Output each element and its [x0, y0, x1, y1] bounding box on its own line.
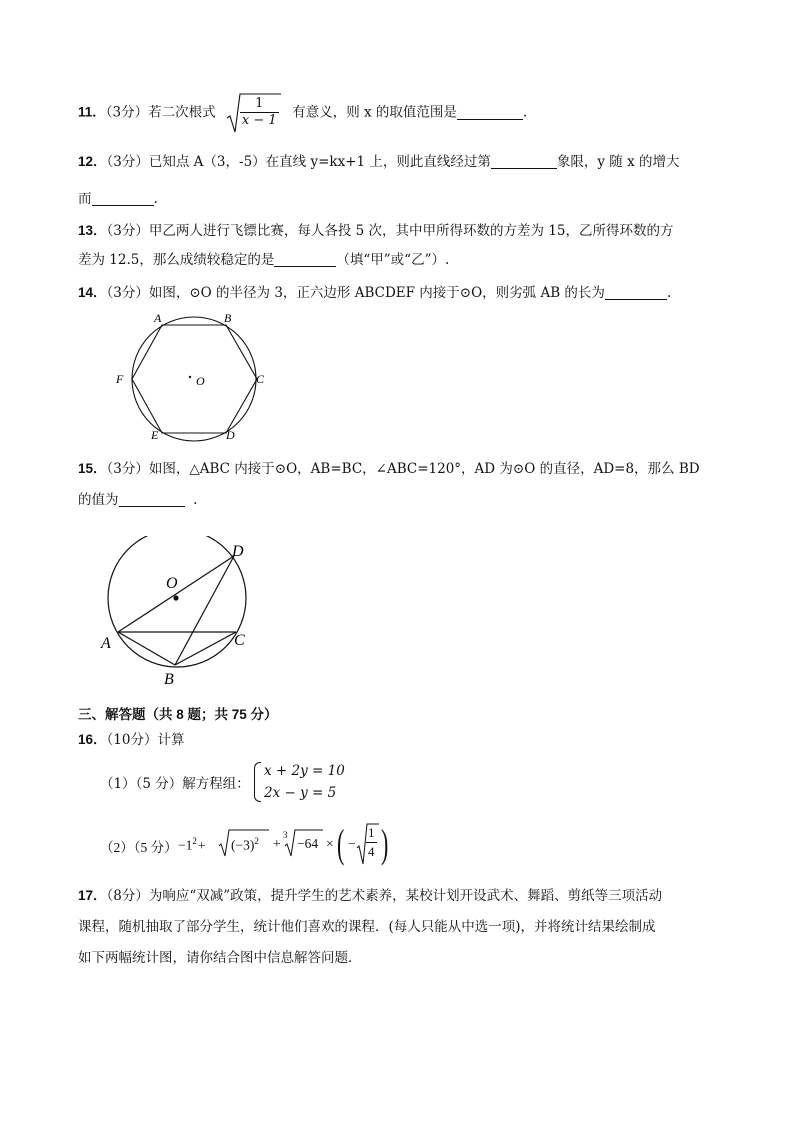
- question-number: 17．: [78, 888, 107, 903]
- question-text: 计算: [157, 732, 185, 748]
- label-a: A: [101, 635, 111, 652]
- question-number: 11．: [78, 104, 106, 120]
- question-text: 而: [78, 191, 92, 207]
- minus-sign: −: [348, 836, 356, 851]
- question-16-part1: [100, 760, 345, 804]
- label-d: D: [232, 543, 244, 560]
- question-text: 象限，y 随 x 的增大: [556, 154, 680, 170]
- punctuation: .: [522, 104, 528, 121]
- fraction-numerator: 1: [366, 824, 377, 843]
- question-score: （8分）: [106, 888, 149, 904]
- answer-blank[interactable]: [457, 105, 523, 120]
- times-sign: ×: [326, 836, 334, 851]
- question-text: 甲乙两人进行飞镖比赛，每人各投 5 次，其中甲所得环数的方差为 15，乙所得环数的方: [148, 223, 674, 239]
- label-o: O: [196, 374, 205, 388]
- question-text: （填“甲”或“乙”）.: [336, 252, 450, 268]
- question-score: （3分）: [106, 223, 149, 239]
- answer-blank[interactable]: [119, 492, 185, 507]
- label-b: B: [224, 311, 232, 325]
- punctuation: .: [153, 191, 158, 207]
- question-13: [78, 219, 674, 239]
- radicand-2: −64: [297, 836, 319, 851]
- exponent: 2: [254, 836, 259, 846]
- question-number: 14．: [78, 285, 107, 300]
- label-f: F: [116, 372, 124, 386]
- question-11: [78, 92, 527, 134]
- equation-2: 2x − y = 5: [264, 785, 337, 801]
- plus-sign: +: [197, 837, 206, 853]
- label-o: O: [166, 575, 178, 592]
- question-text: 课程，随机抽取了部分学生，统计他们喜欢的课程．(每人只能从中选一项)，并将统计结果绘制成: [78, 919, 656, 935]
- question-text: 如下两幅统计图，请你结合图中信息解答问题．: [78, 950, 362, 966]
- label-c: C: [256, 372, 265, 386]
- equation-system: [254, 760, 345, 804]
- part-label: （2）（5 分）: [100, 840, 178, 855]
- question-13-line2: [78, 248, 449, 268]
- circle-o: [108, 536, 246, 667]
- question-12: [78, 150, 680, 170]
- circle-o: [132, 317, 256, 441]
- question-score: （3分）: [106, 461, 149, 477]
- question-text: 若二次根式: [148, 104, 216, 121]
- label-e: E: [151, 428, 159, 442]
- question-text: 如图，△ABC 内接于⊙O，AB=BC，∠ABC=120°，AD 为⊙O 的直径，AD=8，那么 BD: [148, 461, 700, 477]
- question-15: [78, 457, 700, 477]
- fraction-one-quarter: [366, 824, 377, 861]
- question-15-line2: [78, 488, 197, 508]
- equation-1: x + 2y = 10: [264, 763, 345, 779]
- term-neg-one: −1: [178, 837, 193, 853]
- section-title: 三、解答题（共 8 题；共 75 分）: [78, 707, 278, 722]
- question-score: （3分）: [106, 285, 149, 301]
- question-17-line2: [78, 915, 656, 935]
- center-point: [173, 595, 178, 600]
- regular-hexagon: [132, 325, 257, 433]
- question-text: 为响应“双减”政策，提升学生的艺术素养，某校计划开设武术、舞蹈、剪纸等三项活动: [148, 888, 663, 904]
- radical-expression: [226, 92, 282, 134]
- label-b: B: [164, 671, 174, 688]
- question-number: 13．: [78, 223, 107, 238]
- radicand-text: (−3): [231, 837, 255, 853]
- question-14: [78, 281, 671, 301]
- question-score: （3分）: [106, 154, 149, 170]
- answer-blank[interactable]: [491, 154, 557, 169]
- expression: [178, 836, 207, 854]
- label-d: D: [226, 428, 235, 442]
- diameter-ad: [118, 556, 234, 632]
- left-paren: (: [337, 821, 345, 866]
- answer-blank[interactable]: [274, 252, 336, 267]
- question-16: [78, 728, 184, 748]
- center-point: [189, 376, 191, 378]
- question-text: 已知点 A（3，-5）在直线 y=kx+1 上，则此直线经过第: [148, 154, 491, 170]
- label-a: A: [154, 311, 162, 325]
- question-score: （10分）: [106, 732, 158, 748]
- question-score: （3分）: [105, 104, 149, 121]
- exponent: 2: [192, 836, 197, 846]
- answer-blank[interactable]: [605, 285, 667, 300]
- part-label: （1）（5 分）解方程组：: [100, 776, 250, 792]
- fraction-denominator: x − 1: [241, 113, 277, 128]
- question-text: 有意义，则 x 的取值范围是: [292, 104, 457, 121]
- question-17-line3: [78, 946, 362, 966]
- circle-triangle-figure: [96, 536, 266, 688]
- question-17: [78, 884, 662, 904]
- cube-root-index: 3: [283, 830, 288, 840]
- question-number: 12．: [78, 154, 107, 169]
- question-12-line2: [78, 187, 158, 207]
- hexagon-figure: [110, 308, 280, 448]
- question-text: 的值为: [78, 492, 119, 508]
- radicand-1: [231, 836, 259, 854]
- plus-sign: +: [273, 836, 281, 851]
- label-c: C: [234, 632, 245, 649]
- question-text: 如图，⊙O 的半径为 3，正六边形 ABCDEF 内接于⊙O，则劣弧 AB 的长为: [148, 285, 605, 301]
- question-number: 15．: [78, 461, 107, 476]
- punctuation: .: [666, 285, 672, 301]
- punctuation: .: [193, 492, 198, 508]
- right-paren: ): [381, 821, 389, 866]
- answer-blank[interactable]: [92, 191, 154, 206]
- question-text: 差为 12.5，那么成绩较稳定的是: [78, 252, 275, 268]
- fraction-numerator: 1: [240, 96, 279, 113]
- fraction-denominator: 4: [368, 844, 375, 859]
- question-number: 16．: [78, 732, 107, 747]
